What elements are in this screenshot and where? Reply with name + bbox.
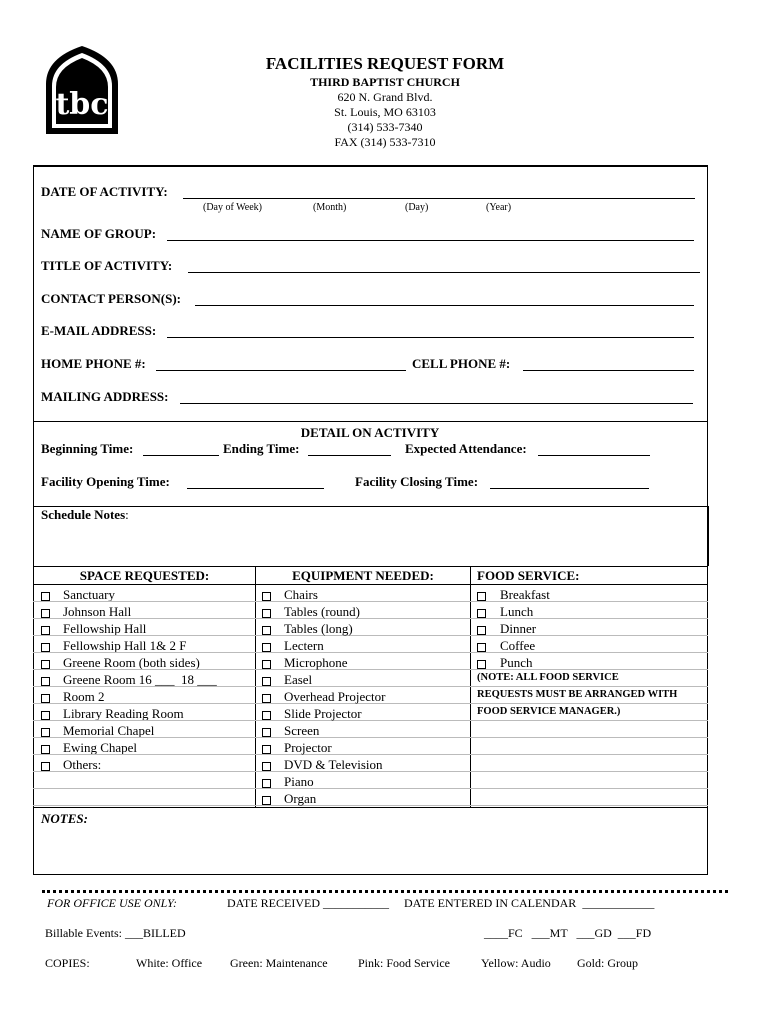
food-note-3: FOOD SERVICE MANAGER.): [477, 706, 621, 717]
equipment-item-label: Organ: [284, 791, 317, 806]
schedule-notes-text: Schedule Notes: [41, 507, 126, 522]
date-of-activity-label: DATE OF ACTIVITY:: [41, 184, 168, 199]
space-item-label: Johnson Hall: [63, 604, 132, 619]
ending-time-label: Ending Time:: [223, 441, 300, 456]
equipment-item-checkbox[interactable]: [262, 779, 271, 788]
form-title: FACILITIES REQUEST FORM: [265, 54, 505, 73]
equipment-item-label: Easel: [284, 672, 313, 687]
food-note-2: REQUESTS MUST BE ARRANGED WITH: [477, 689, 678, 700]
space-item-checkbox[interactable]: [41, 592, 50, 601]
space-item-label: Ewing Chapel: [63, 740, 138, 755]
equipment-item-label: DVD & Television: [284, 757, 383, 772]
table-grid-line: [470, 771, 708, 772]
contact-persons-field[interactable]: [195, 305, 694, 306]
schedule-notes-area[interactable]: [34, 525, 706, 565]
space-item-checkbox[interactable]: [41, 626, 50, 635]
table-grid-line: [33, 720, 255, 721]
space-item-label: Memorial Chapel: [63, 723, 155, 738]
space-item-checkbox[interactable]: [41, 609, 50, 618]
space-requested-header: SPACE REQUESTED:: [79, 568, 210, 583]
equipment-item-checkbox[interactable]: [262, 711, 271, 720]
name-of-group-field[interactable]: [167, 240, 694, 241]
table-grid-line: [470, 686, 708, 687]
equipment-item-label: Tables (long): [284, 621, 353, 636]
logo-text: tbc: [55, 87, 109, 122]
email-label: E-MAIL ADDRESS:: [41, 323, 157, 338]
table-grid-line: [33, 669, 255, 670]
table-grid-line: [33, 652, 255, 653]
equipment-item-checkbox[interactable]: [262, 660, 271, 669]
cell-phone-label: CELL PHONE #:: [412, 356, 511, 371]
facility-opening-label: Facility Opening Time:: [41, 474, 170, 489]
food-item-label: Breakfast: [500, 587, 550, 602]
equipment-item-label: Microphone: [284, 655, 348, 670]
notes-label: NOTES:: [41, 811, 88, 826]
space-item-label: Fellowship Hall: [63, 621, 147, 636]
day-caption: (Day): [405, 202, 429, 213]
table-grid-line: [33, 686, 255, 687]
equipment-item-label: Slide Projector: [284, 706, 362, 721]
facility-opening-field[interactable]: [187, 488, 324, 489]
home-phone-label: HOME PHONE #:: [41, 356, 146, 371]
cell-phone-field[interactable]: [523, 370, 694, 371]
space-item-checkbox[interactable]: [41, 762, 50, 771]
beginning-time-label: Beginning Time:: [41, 441, 134, 456]
date-received: DATE RECEIVED ___________: [227, 896, 389, 910]
space-item-checkbox[interactable]: [41, 694, 50, 703]
church-name: THIRD BAPTIST CHURCH: [310, 75, 460, 89]
equipment-item-checkbox[interactable]: [262, 694, 271, 703]
equipment-item-checkbox[interactable]: [262, 728, 271, 737]
equipment-item-label: Lectern: [284, 638, 324, 653]
space-item-checkbox[interactable]: [41, 643, 50, 652]
equipment-item-label: Projector: [284, 740, 332, 755]
church-logo-icon: [44, 44, 120, 136]
food-item-label: Dinner: [500, 621, 537, 636]
equipment-needed-header: EQUIPMENT NEEDED:: [292, 568, 434, 583]
table-grid-line: [470, 805, 708, 806]
beginning-time-field[interactable]: [143, 455, 219, 456]
table-grid-line: [470, 737, 708, 738]
table-grid-line: [33, 635, 255, 636]
contact-persons-label: CONTACT PERSON(S):: [41, 291, 182, 306]
food-item-checkbox[interactable]: [477, 643, 486, 652]
facility-closing-label: Facility Closing Time:: [355, 474, 479, 489]
copy-pink: Pink: Food Service: [358, 956, 450, 970]
food-item-checkbox[interactable]: [477, 626, 486, 635]
space-item-label: Sanctuary: [63, 587, 115, 602]
table-grid-line: [470, 720, 708, 721]
equipment-item-checkbox[interactable]: [262, 762, 271, 771]
equipment-item-checkbox[interactable]: [262, 796, 271, 805]
equipment-item-label: Screen: [284, 723, 320, 738]
food-item-label: Coffee: [500, 638, 536, 653]
detail-heading: DETAIL ON ACTIVITY: [300, 425, 440, 440]
space-item-label: Room 2: [63, 689, 105, 704]
address-line-1: 620 N. Grand Blvd.: [337, 90, 433, 104]
year-caption: (Year): [486, 202, 512, 213]
food-item-checkbox[interactable]: [477, 660, 486, 669]
expected-attendance-field[interactable]: [538, 455, 650, 456]
office-use-label: FOR OFFICE USE ONLY:: [47, 896, 177, 910]
table-header-divider: [33, 584, 708, 585]
equipment-item-checkbox[interactable]: [262, 745, 271, 754]
equipment-item-label: Tables (round): [284, 604, 360, 619]
office-use-separator: [42, 890, 728, 893]
table-grid-line: [33, 618, 255, 619]
table-grid-line: [33, 754, 255, 755]
table-grid-line: [470, 703, 708, 704]
fax-number: FAX (314) 533-7310: [334, 135, 436, 149]
food-item-checkbox[interactable]: [477, 592, 486, 601]
space-item-label: Library Reading Room: [63, 706, 184, 721]
food-item-checkbox[interactable]: [477, 609, 486, 618]
month-caption: (Month): [313, 202, 347, 213]
mailing-address-label: MAILING ADDRESS:: [41, 389, 169, 404]
email-field[interactable]: [167, 337, 694, 338]
space-item-label: Greene Room 16 ___ 18 ___: [63, 672, 217, 687]
copy-white: White: Office: [136, 956, 203, 970]
space-item-checkbox[interactable]: [41, 711, 50, 720]
equipment-item-checkbox[interactable]: [262, 626, 271, 635]
schedule-right-border: [708, 506, 709, 566]
date-entered-calendar: DATE ENTERED IN CALENDAR ____________: [404, 896, 655, 910]
title-of-activity-field[interactable]: [188, 272, 700, 273]
table-grid-line: [33, 788, 255, 789]
office-codes: ____FC ___MT ___GD ___FD: [484, 926, 652, 940]
table-grid-line: [33, 771, 255, 772]
space-item-checkbox[interactable]: [41, 745, 50, 754]
equipment-item-checkbox[interactable]: [262, 643, 271, 652]
day-of-week-caption: (Day of Week): [203, 202, 262, 213]
detail-divider: [33, 421, 708, 422]
home-phone-field[interactable]: [156, 370, 406, 371]
equipment-item-checkbox[interactable]: [262, 592, 271, 601]
address-line-2: St. Louis, MO 63103: [334, 105, 436, 119]
title-of-activity-label: TITLE OF ACTIVITY:: [41, 258, 173, 273]
food-note-1: (NOTE: ALL FOOD SERVICE: [477, 672, 619, 683]
equipment-item-checkbox[interactable]: [262, 609, 271, 618]
equipment-item-label: Chairs: [284, 587, 318, 602]
food-service-header: FOOD SERVICE:: [477, 568, 580, 583]
space-item-label: Fellowship Hall 1& 2 F: [63, 638, 187, 653]
name-of-group-label: NAME OF GROUP:: [41, 226, 157, 241]
space-item-label: Others:: [63, 757, 102, 772]
billable-events: Billable Events: ___BILLED: [45, 926, 186, 940]
notes-area[interactable]: [34, 828, 706, 874]
equipment-item-label: Overhead Projector: [284, 689, 386, 704]
schedule-notes-label: [41, 507, 129, 523]
table-grid-line: [470, 754, 708, 755]
equipment-item-label: Piano: [284, 774, 314, 789]
copies-label: COPIES:: [45, 956, 90, 970]
copy-gold: Gold: Group: [577, 956, 638, 970]
schedule-colon: :: [125, 507, 129, 522]
facility-closing-field[interactable]: [490, 488, 649, 489]
space-item-label: Greene Room (both sides): [63, 655, 200, 670]
mailing-address-field[interactable]: [180, 403, 693, 404]
space-item-checkbox[interactable]: [41, 728, 50, 737]
phone-number: (314) 533-7340: [347, 120, 423, 134]
space-item-checkbox[interactable]: [41, 677, 50, 686]
table-grid-line: [470, 788, 708, 789]
table-grid-line: [33, 805, 255, 806]
copy-green: Green: Maintenance: [230, 956, 328, 970]
space-item-checkbox[interactable]: [41, 660, 50, 669]
table-grid-line: [33, 703, 255, 704]
ending-time-field[interactable]: [308, 455, 391, 456]
food-item-label: Punch: [500, 655, 533, 670]
schedule-divider: [33, 506, 708, 507]
equipment-item-checkbox[interactable]: [262, 677, 271, 686]
table-grid-line: [33, 601, 255, 602]
table-grid-line: [33, 737, 255, 738]
food-item-label: Lunch: [500, 604, 534, 619]
copy-yellow: Yellow: Audio: [481, 956, 551, 970]
date-of-activity-field[interactable]: [183, 198, 695, 199]
expected-attendance-label: Expected Attendance:: [405, 441, 527, 456]
